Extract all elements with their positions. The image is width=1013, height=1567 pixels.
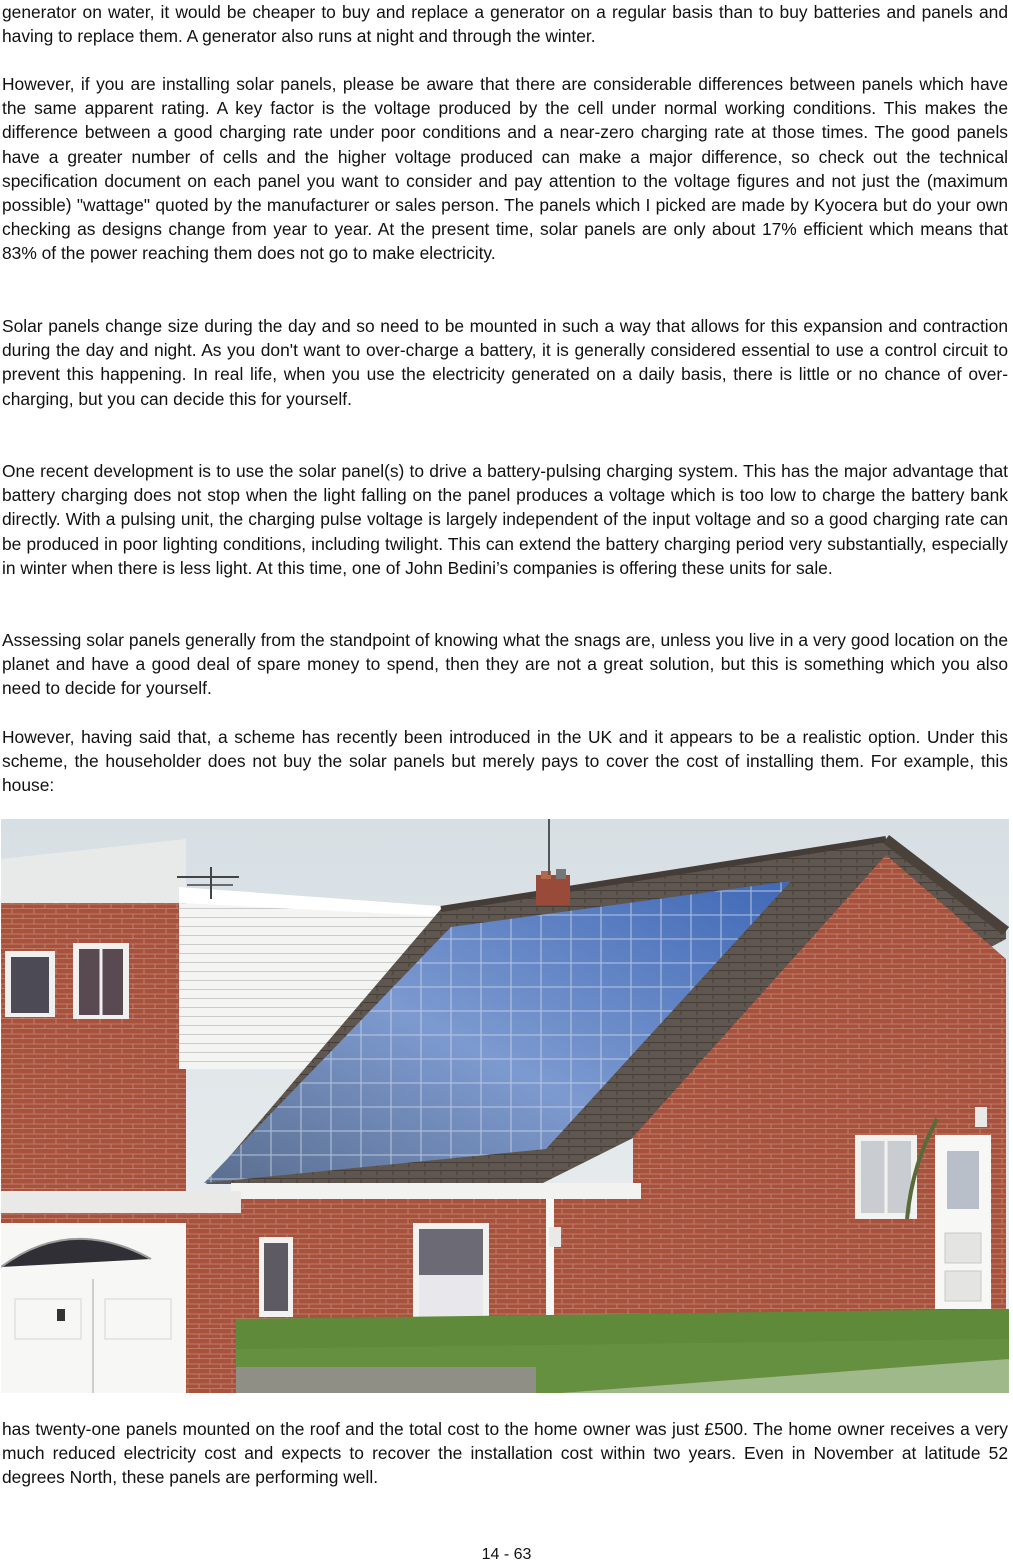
paragraph-panel-differences: However, if you are installing solar panels, please be aware that there are considerable differences between panels which have the same apparent rating. A key factor is the voltage produced by the cell under normal working conditions. This makes the difference between a good charging rate under poor conditions and a near-zero charging rate at those times. The good panels have a greater number of cells and the higher voltage produced can make a major difference, so check out the technical specification document on each panel you want to consider and pay attention to the voltage figures and not just the (maximum possible) "wattage" quoted by the manufacturer or sales person. The panels which I picked are made by Kyocera but do your own checking as designs change from year to year. At the present time, solar panels are only about 17% efficient which means that 83% of the power reaching them does not go to make electricity. xyxy=(2,74,1008,264)
paragraph-cost-result: has twenty-one panels mounted on the roof and the total cost to the home owner was just £500. The home owner receives a very much reduced electricity cost and expects to recover the installation cost within two years. Even in November at latitude 52 degrees North, these panels are performing well. xyxy=(2,1419,1008,1488)
house-with-solar-panels-photo xyxy=(1,819,1009,1393)
paragraph-pulsing-charger: One recent development is to use the solar panel(s) to drive a battery-pulsing charging system. This has the major advantage that battery charging does not stop when the light falling on the panel produces a voltage which is too low to charge the battery bank directly. With a pulsing unit, the charging pulse voltage is largely independent of the input voltage and so a good charging rate can be produced in poor lighting conditions, including twilight. This can extend the battery charging period very substantially, especially in winter when there is less light. At this time, one of John Bedini’s companies is offering these units for sale. xyxy=(2,461,1008,578)
paragraph-assessment: Assessing solar panels generally from the standpoint of knowing what the snags are, unless you live in a very good location on the planet and have a good deal of spare money to spend, then they are not a great solution, but this is something which you also need to decide for yourself. xyxy=(2,630,1008,699)
paragraph-uk-scheme: However, having said that, a scheme has recently been introduced in the UK and it appears to be a realistic option. Under this scheme, the householder does not buy the solar panels but merely pays to cover the cost of installing them. For example, this house: xyxy=(2,727,1008,796)
page-number: 14 - 63 xyxy=(481,1546,532,1563)
paragraph-generator: generator on water, it would be cheaper to buy and replace a generator on a regular basis than to buy batteries and panels and having to replace them. A generator also runs at night and through the winter. xyxy=(2,2,1008,47)
paragraph-mounting: Solar panels change size during the day and so need to be mounted in such a way that allows for this expansion and contraction during the day and night. As you don't want to over-charge a battery, it is generally considered essential to use a control circuit to prevent this happening. In real life, when you use the electricity generated on a daily basis, there is little or no chance of over-charging, but you can decide this for yourself. xyxy=(2,316,1008,409)
